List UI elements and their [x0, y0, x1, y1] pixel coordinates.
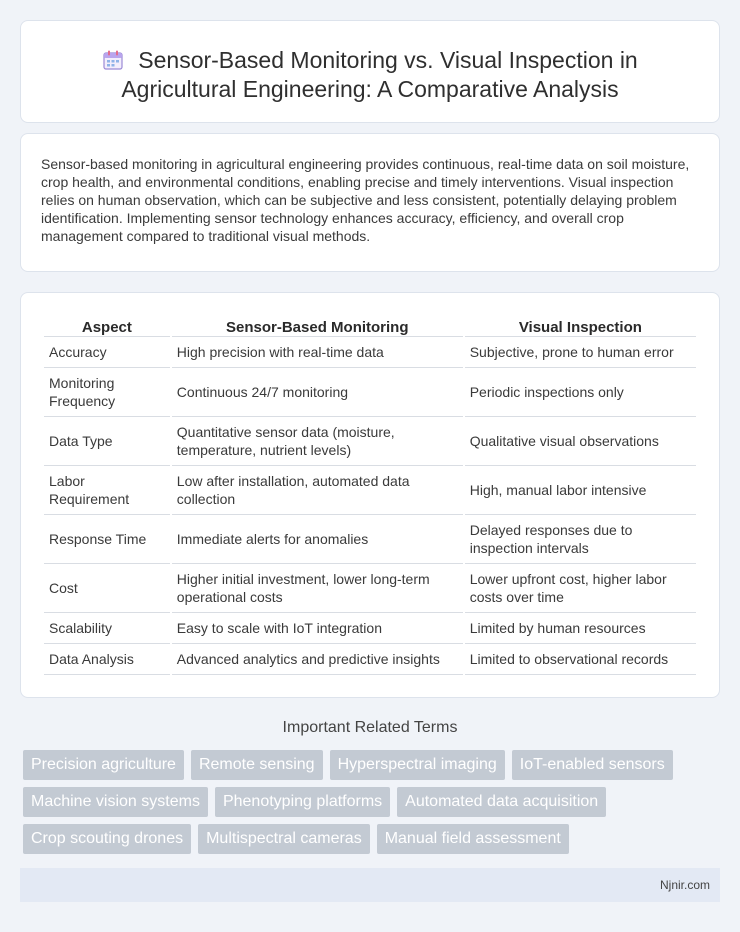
header-visual-inspection: Visual Inspection [465, 315, 696, 337]
cell-aspect: Accuracy [44, 337, 170, 368]
tag-row [23, 824, 723, 854]
tag-link[interactable]: Remote sensing [191, 750, 323, 780]
table-row [44, 368, 696, 417]
calendar-icon [102, 49, 124, 71]
related-terms-tags [23, 750, 723, 861]
footer-site-link[interactable]: Njnir.com [659, 878, 710, 892]
cell-aspect: Response Time [44, 515, 170, 564]
cell-visual: High, manual labor intensive [465, 466, 696, 515]
cell-visual: Subjective, prone to human error [465, 337, 696, 368]
table-row [44, 644, 696, 675]
cell-visual: Lower upfront cost, higher labor costs over time [465, 564, 696, 613]
cell-sensor: Advanced analytics and predictive insights [172, 644, 463, 675]
tag-link[interactable]: Automated data acquisition [397, 787, 606, 817]
cell-aspect: Monitoring Frequency [44, 368, 170, 417]
tag-link[interactable]: Machine vision systems [23, 787, 208, 817]
cell-sensor: High precision with real-time data [172, 337, 463, 368]
page-title [21, 46, 719, 104]
cell-visual: Delayed responses due to inspection intervals [465, 515, 696, 564]
cell-sensor: Quantitative sensor data (moisture, temperature, nutrient levels) [172, 417, 463, 466]
cell-sensor: Continuous 24/7 monitoring [172, 368, 463, 417]
tag-link[interactable]: Crop scouting drones [23, 824, 191, 854]
tag-link[interactable]: Hyperspectral imaging [330, 750, 505, 780]
table-row [44, 466, 696, 515]
cell-aspect: Cost [44, 564, 170, 613]
tag-row [23, 787, 723, 817]
cell-visual: Limited by human resources [465, 613, 696, 644]
comparison-table [42, 315, 698, 675]
comparison-table-card [20, 292, 720, 698]
cell-sensor: Easy to scale with IoT integration [172, 613, 463, 644]
tag-link[interactable]: Phenotyping platforms [215, 787, 390, 817]
table-header-row [44, 315, 696, 337]
footer [20, 868, 720, 902]
page-title-text: Sensor-Based Monitoring vs. Visual Inspection in Agricultural Engineering: A Comparative Analysis [121, 47, 638, 102]
header-sensor-based: Sensor-Based Monitoring [172, 315, 463, 337]
cell-visual: Qualitative visual observations [465, 417, 696, 466]
table-row [44, 337, 696, 368]
header-aspect: Aspect [44, 315, 170, 337]
cell-sensor: Immediate alerts for anomalies [172, 515, 463, 564]
tag-link[interactable]: Precision agriculture [23, 750, 184, 780]
tag-row [23, 750, 723, 780]
intro-card [20, 133, 720, 272]
cell-visual: Periodic inspections only [465, 368, 696, 417]
cell-sensor: Low after installation, automated data collection [172, 466, 463, 515]
cell-visual: Limited to observational records [465, 644, 696, 675]
cell-sensor: Higher initial investment, lower long-term operational costs [172, 564, 463, 613]
table-row [44, 417, 696, 466]
cell-aspect: Data Analysis [44, 644, 170, 675]
related-terms-title: Important Related Terms [282, 719, 458, 736]
table-row [44, 613, 696, 644]
title-card [20, 20, 720, 123]
tag-link[interactable]: IoT-enabled sensors [512, 750, 673, 780]
tag-link[interactable]: Manual field assessment [377, 824, 569, 854]
cell-aspect: Scalability [44, 613, 170, 644]
tag-link[interactable]: Multispectral cameras [198, 824, 370, 854]
table-row [44, 564, 696, 613]
cell-aspect: Labor Requirement [44, 466, 170, 515]
intro-paragraph: Sensor-based monitoring in agricultural engineering provides continuous, real-time data on soil moisture, crop health, and environmental conditions, enabling precise and timely interventions. Visual inspection relies on human observation, which can be subjective and less consistent, potentially delaying problem identification. Implementing sensor technology enhances accuracy, efficiency, and overall crop management compared to traditional visual methods. [41, 156, 690, 244]
cell-aspect: Data Type [44, 417, 170, 466]
table-row [44, 515, 696, 564]
